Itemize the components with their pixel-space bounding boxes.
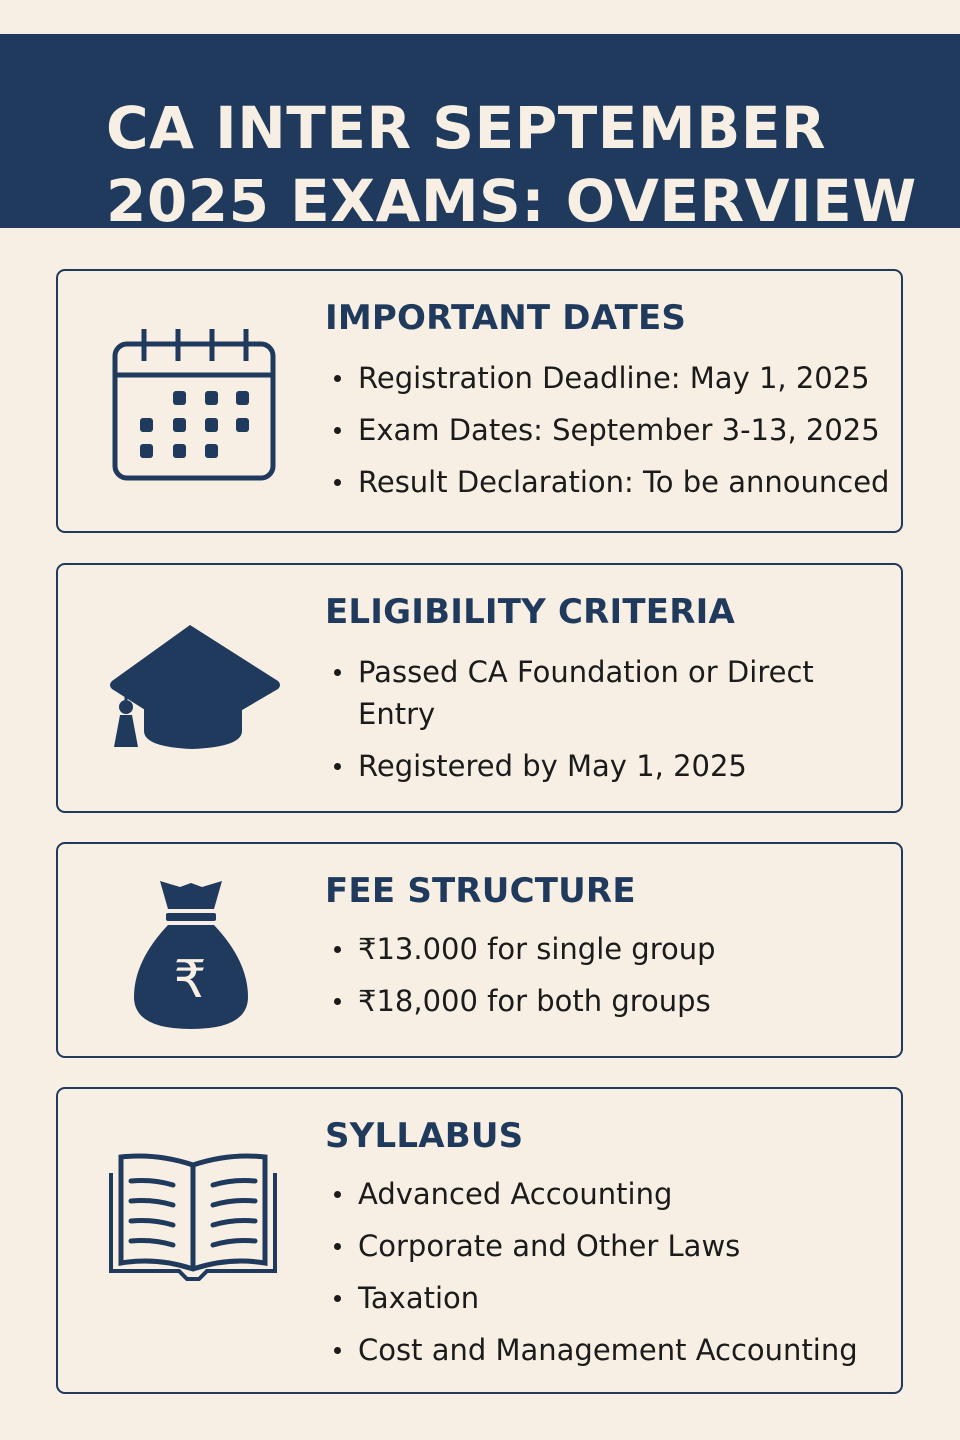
list-item-text: Registered by May 1, 2025 <box>358 749 747 783</box>
bullet-icon <box>334 763 341 770</box>
list-item <box>330 1225 858 1267</box>
bullet-list <box>330 928 716 1032</box>
bullet-icon <box>334 998 341 1005</box>
eligibility-criteria-card <box>56 563 903 813</box>
list-item-text: Advanced Accounting <box>358 1177 673 1211</box>
bullet-list <box>330 1173 858 1381</box>
list-item-text: Passed CA Foundation or Direct Entry <box>358 655 814 731</box>
list-item-text: Result Declaration: To be announced <box>358 465 890 499</box>
list-item-text: ₹18,000 for both groups <box>358 984 711 1018</box>
list-item <box>330 357 889 399</box>
section-title: ELIGIBILITY CRITERIA <box>325 592 735 632</box>
section-title: SYLLABUS <box>325 1116 524 1156</box>
list-item <box>330 745 878 787</box>
list-item <box>330 651 878 735</box>
page-title: CA INTER SEPTEMBER 2025 EXAMS: OVERVIEW <box>106 94 917 235</box>
list-item-text: Registration Deadline: May 1, 2025 <box>358 361 870 395</box>
bullet-list <box>330 357 889 513</box>
bullet-icon <box>334 375 341 382</box>
bullet-icon <box>334 1347 341 1354</box>
list-item-text: ₹13.000 for single group <box>358 932 716 966</box>
section-title: FEE STRUCTURE <box>325 871 636 911</box>
rupee-money-bag-icon <box>132 879 250 1031</box>
bullet-icon <box>334 1191 341 1198</box>
syllabus-card <box>56 1087 903 1394</box>
list-item-text: Corporate and Other Laws <box>358 1229 741 1263</box>
list-item <box>330 1173 858 1215</box>
list-item <box>330 461 889 503</box>
important-dates-card <box>56 269 903 533</box>
bullet-icon <box>334 427 341 434</box>
open-book-icon <box>109 1153 277 1281</box>
fee-structure-card <box>56 842 903 1058</box>
list-item <box>330 1329 858 1371</box>
bullet-icon <box>334 479 341 486</box>
title-banner <box>0 34 960 235</box>
list-item-text: Cost and Management Accounting <box>358 1333 858 1367</box>
bullet-icon <box>334 946 341 953</box>
list-item <box>330 928 716 970</box>
svg-text:₹: ₹ <box>173 950 207 1010</box>
list-item <box>330 409 889 451</box>
list-item <box>330 1277 858 1319</box>
list-item-text: Taxation <box>358 1281 480 1315</box>
calendar-icon <box>110 327 278 483</box>
graduation-cap-icon <box>108 623 282 751</box>
list-item-text: Exam Dates: September 3-13, 2025 <box>358 413 880 447</box>
bullet-icon <box>334 669 341 676</box>
bullet-list <box>330 651 878 797</box>
bullet-icon <box>334 1295 341 1302</box>
list-item <box>330 980 716 1022</box>
section-title: IMPORTANT DATES <box>325 298 687 338</box>
bullet-icon <box>334 1243 341 1250</box>
